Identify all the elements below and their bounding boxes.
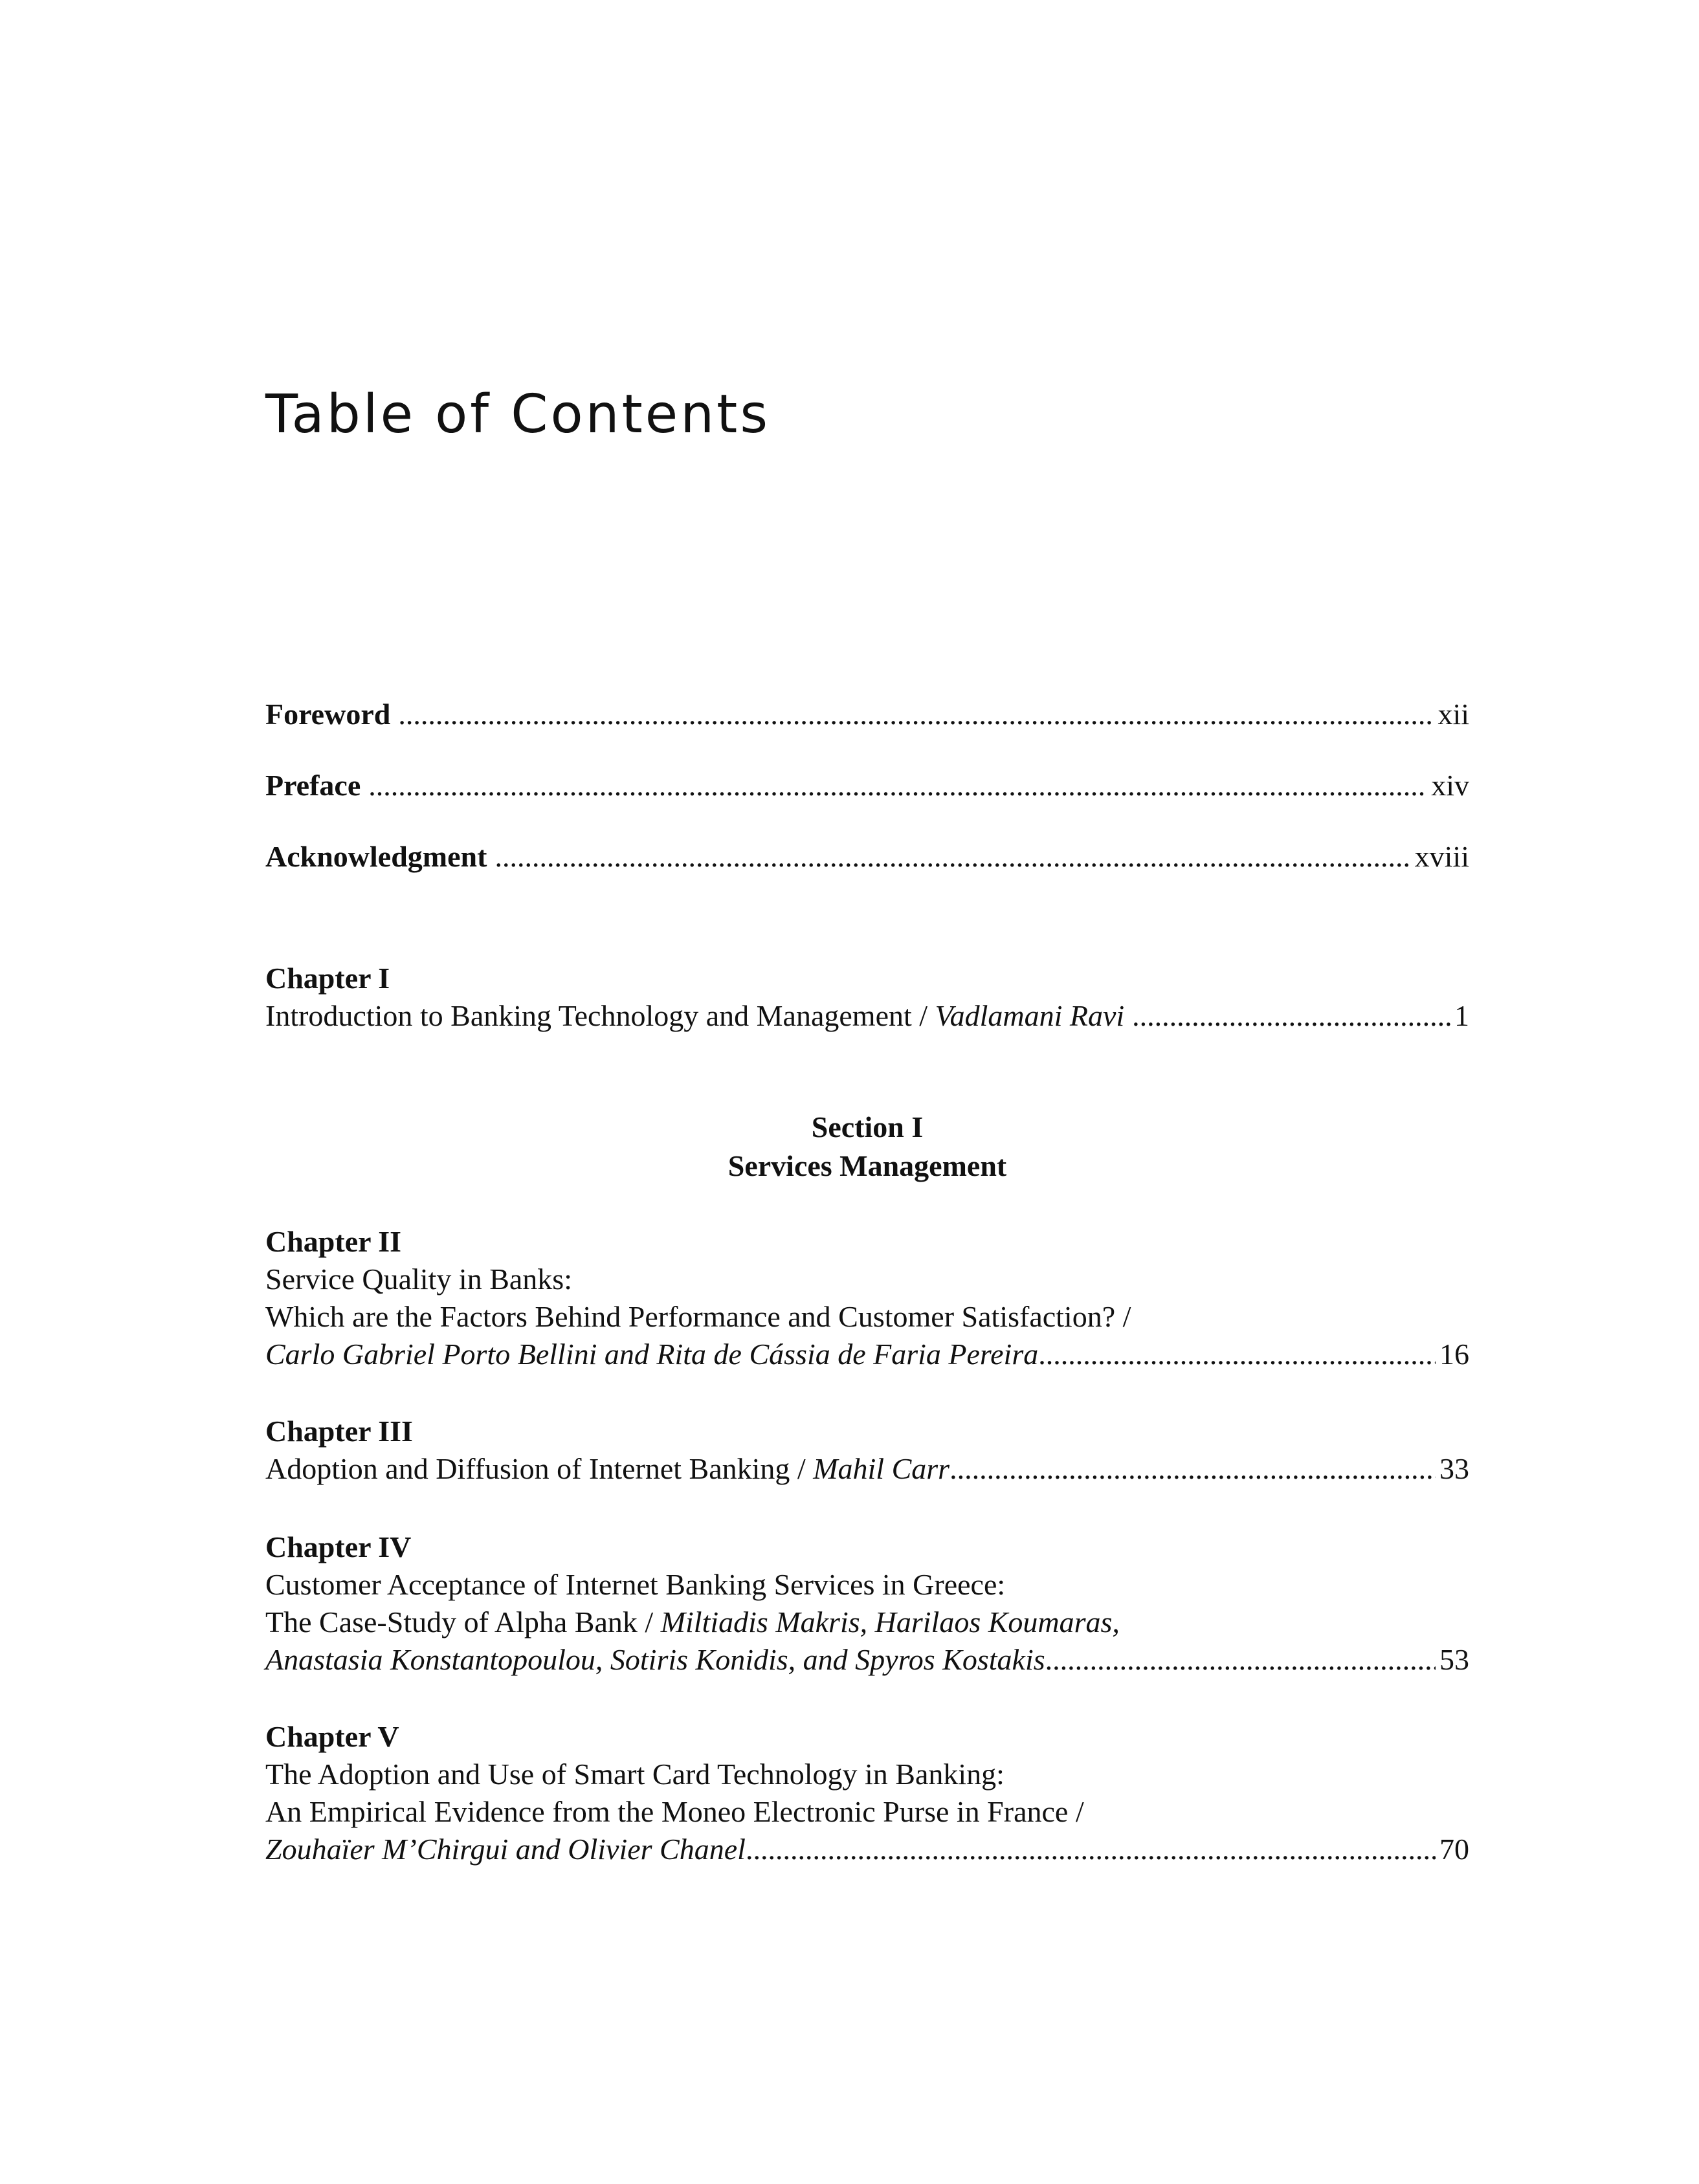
- page-number: 1: [1454, 999, 1469, 1032]
- page-title: Table of Contents: [265, 384, 771, 445]
- leader-dots: [398, 696, 1434, 733]
- toc-entry-chapter-4[interactable]: [265, 1528, 1469, 1679]
- entry-label: Foreword: [265, 698, 391, 731]
- chapter-authors: Mahil Carr: [813, 1452, 950, 1485]
- toc-entry-chapter-3[interactable]: [265, 1413, 1469, 1488]
- chapter-authors: Miltiadis Makris, Harilaos Koumaras,: [660, 1605, 1120, 1638]
- leader-dots: [746, 1831, 1436, 1868]
- page-number: 16: [1439, 1338, 1469, 1371]
- leader-dots: [1045, 1641, 1436, 1679]
- toc-entry-chapter-2[interactable]: [265, 1223, 1469, 1373]
- chapter-authors: Zouhaïer M’Chirgui and Olivier Chanel: [265, 1833, 746, 1866]
- chapter-title: Introduction to Banking Technology and Management /: [265, 999, 928, 1032]
- chapter-title-line: Customer Acceptance of Internet Banking Services in Greece:: [265, 1568, 1006, 1601]
- chapter-title: Adoption and Diffusion of Internet Banking /: [265, 1452, 806, 1485]
- leader-dots: [949, 1450, 1436, 1488]
- entry-label: Preface: [265, 769, 361, 802]
- toc-entry-chapter-1[interactable]: [265, 960, 1469, 1035]
- chapter-title-line: An Empirical Evidence from the Moneo Electronic Purse in France /: [265, 1795, 1084, 1828]
- page-number: xviii: [1414, 840, 1469, 873]
- chapter-heading: Chapter I: [265, 962, 390, 995]
- chapter-authors: Carlo Gabriel Porto Bellini and Rita de Cássia de Faria Pereira: [265, 1338, 1039, 1371]
- chapter-heading: Chapter IV: [265, 1530, 412, 1563]
- chapter-heading: Chapter III: [265, 1415, 413, 1448]
- chapter-heading: Chapter II: [265, 1225, 402, 1258]
- chapter-title-line: Which are the Factors Behind Performance and Customer Satisfaction? /: [265, 1300, 1131, 1333]
- chapter-title-line: Service Quality in Banks:: [265, 1263, 572, 1296]
- toc-entry-chapter-5[interactable]: [265, 1718, 1469, 1868]
- chapter-authors: Vadlamani Ravi: [935, 999, 1125, 1032]
- leader-dots: [494, 838, 1410, 876]
- leader-dots: [1132, 997, 1450, 1035]
- page-number: 70: [1439, 1833, 1469, 1866]
- toc-entry-preface[interactable]: [265, 767, 1469, 804]
- leader-dots: [368, 767, 1427, 804]
- chapter-title-line: The Adoption and Use of Smart Card Technology in Banking:: [265, 1758, 1005, 1791]
- entry-label: Acknowledgment: [265, 840, 487, 873]
- chapter-heading: Chapter V: [265, 1720, 399, 1753]
- page-number: xii: [1438, 698, 1469, 731]
- toc-entry-acknowledgment[interactable]: [265, 838, 1469, 876]
- section-number: Section I: [811, 1110, 924, 1143]
- page-number: xiv: [1431, 769, 1469, 802]
- page-number: 33: [1439, 1452, 1469, 1485]
- chapter-title-line: The Case-Study of Alpha Bank /: [265, 1605, 654, 1638]
- chapter-authors: Anastasia Konstantopoulou, Sotiris Konidis, and Spyros Kostakis: [265, 1643, 1045, 1676]
- toc-entry-foreword[interactable]: [265, 696, 1469, 733]
- section-name: Services Management: [727, 1149, 1007, 1182]
- page-number: 53: [1439, 1643, 1469, 1676]
- leader-dots: [1038, 1336, 1436, 1373]
- section-heading: [265, 1108, 1469, 1186]
